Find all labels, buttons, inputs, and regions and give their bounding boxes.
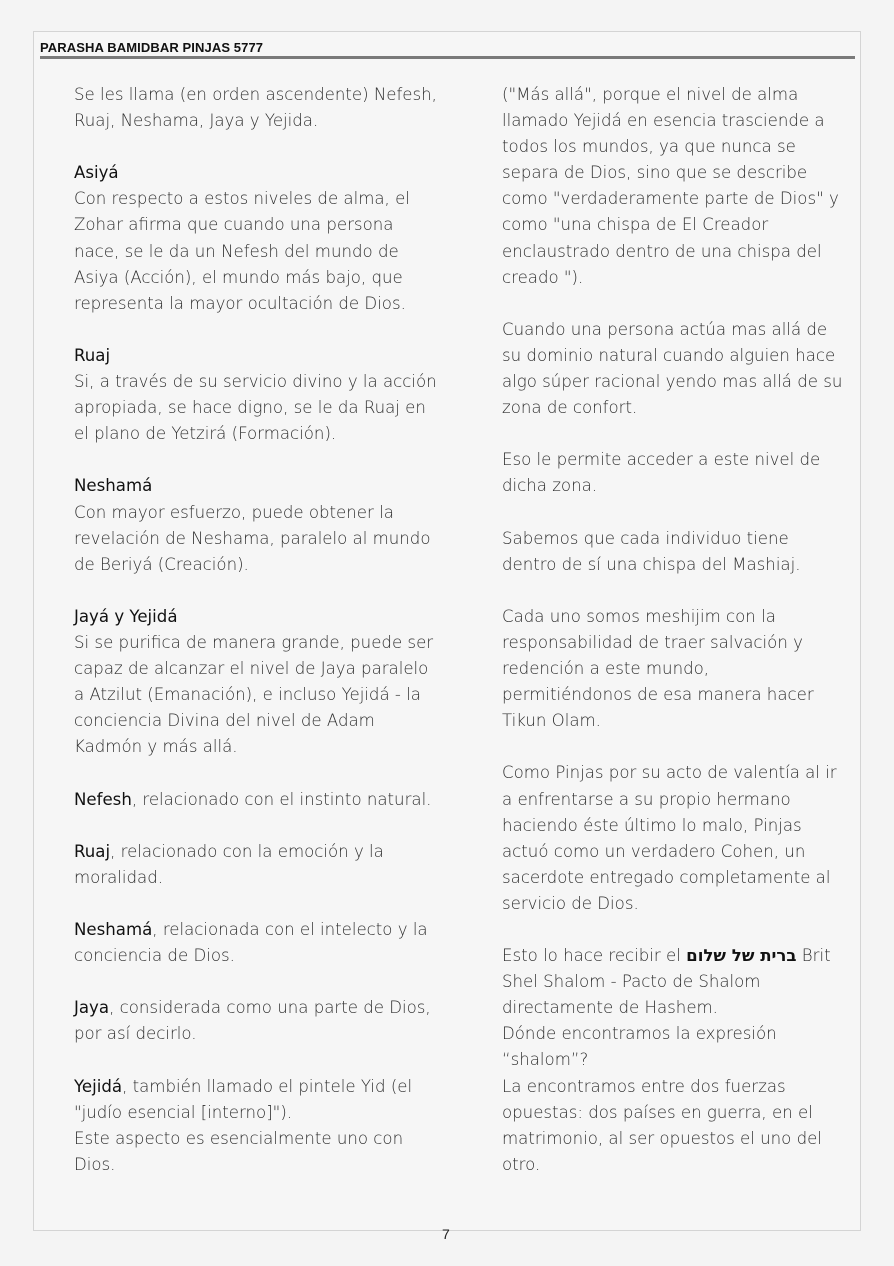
ruaj-section [74, 343, 444, 447]
text-line: creado "). [502, 267, 584, 287]
text-line: opuestas: dos países en guerra, en el [502, 1102, 813, 1122]
page-number: 7 [442, 1226, 450, 1242]
text-line: Si, a través de su servicio divino y la acción [74, 372, 437, 392]
text-line: Shel Shalom - Pacto de Shalom [502, 972, 761, 992]
text-line: su dominio natural cuando alguien hace [502, 345, 836, 365]
definition-text: , considerada como una parte de Dios, [109, 998, 431, 1018]
text-line: revelación de Neshama, paralelo al mundo [74, 528, 431, 548]
text-line [74, 917, 444, 943]
neshama-section [74, 473, 444, 577]
text-line: Se les llama (en orden ascendente) Nefesh, [74, 85, 437, 104]
section-heading-neshama: Neshamá [74, 476, 153, 496]
text-line: a Atzilut (Emanación), e incluso Yejidá - la [74, 685, 421, 705]
text-line: de Beriyá (Creación). [74, 554, 249, 574]
intro-paragraph [74, 82, 444, 134]
neshama-definition [74, 917, 444, 969]
text-line [74, 995, 444, 1021]
tail-text: Brit [796, 946, 831, 966]
text-line [74, 839, 444, 865]
text-line: a enfrentarse a su propio hermano [502, 789, 791, 809]
section-heading-jaya-yejida: Jayá y Yejidá [74, 606, 178, 626]
text-line: sacerdote entregado completamente al [502, 867, 831, 887]
text-line: conciencia Divina del nivel de Adam [74, 711, 375, 731]
text-line: ("Más allá", porque el nivel de alma [502, 85, 799, 104]
text-line: Sabemos que cada individuo tiene [502, 528, 789, 548]
text-line: dicha zona. [502, 476, 598, 496]
text-line: Tikun Olam. [502, 711, 601, 731]
text-line: Con mayor esfuerzo, puede obtener la [74, 502, 394, 522]
text-line: directamente de Hashem. [502, 998, 718, 1018]
definition-text: , relacionada con el intelecto y la [152, 920, 428, 939]
text-line: Este aspecto es esencialmente uno con [74, 1128, 404, 1148]
text-line: Cuando una persona actúa mas allá de [502, 319, 828, 339]
term-neshama: Neshamá [74, 920, 153, 939]
text-line [74, 1074, 444, 1100]
text-line: Dónde encontramos la expresión [502, 1024, 777, 1044]
hebrew-phrase: ברית של שלום [686, 946, 797, 966]
paragraph-cuando-persona [502, 317, 847, 421]
text-line [74, 787, 444, 813]
text-line: Asiya (Acción), el mundo más bajo, que [74, 267, 403, 287]
text-line: representa la mayor ocultación de Dios. [74, 293, 406, 313]
text-line: responsabilidad de traer salvación y [502, 632, 803, 652]
text-line: dentro de sí una chispa del Mashiaj. [502, 554, 801, 574]
text-line: por así decirlo. [74, 1024, 197, 1044]
text-line: capaz de alcanzar el nivel de Jaya paralelo [74, 659, 429, 679]
text-line: Como Pinjas por su acto de valentía al ir [502, 763, 837, 783]
text-line: matrimonio, al ser opuestos el uno del [502, 1128, 822, 1148]
text-line: "judío esencial [interno]"). [74, 1102, 293, 1122]
text-line: otro. [502, 1154, 541, 1174]
text-line: Cada uno somos meshijim con la [502, 606, 776, 626]
jaya-yejida-section [74, 604, 444, 761]
term-nefesh: Nefesh [74, 789, 132, 809]
text-line: haciendo éste último lo malo, Pinjas [502, 815, 802, 835]
paragraph-meshijim [502, 604, 847, 734]
text-line: Con respecto a estos niveles de alma, el [74, 189, 410, 209]
page-header [40, 39, 855, 61]
jaya-definition [74, 995, 444, 1047]
text-line: separa de Dios, sino que se describe [502, 163, 808, 183]
text-line: Ruaj, Neshama, Jaya y Yejida. [74, 111, 319, 131]
paragraph-pinjas [502, 760, 847, 917]
paragraph-mas-alla [502, 82, 847, 291]
yejida-definition [74, 1074, 444, 1178]
text-line: conciencia de Dios. [74, 946, 235, 966]
text-line: todos los mundos, ya que nunca se [502, 137, 796, 157]
text-line: Kadmón y más allá. [74, 737, 238, 757]
header-title: PARASHA BAMIDBAR PINJAS 5777 [40, 40, 264, 55]
text-line: zona de confort. [502, 398, 638, 418]
text-line: apropiada, se hace digno, se le da Ruaj en [74, 398, 426, 418]
text-line: Zohar afirma que cuando una persona [74, 215, 394, 235]
paragraph-brit-shalom [502, 943, 847, 1178]
text-line: servicio de Dios. [502, 893, 639, 913]
left-column [74, 82, 444, 1178]
text-line: Dios. [74, 1154, 116, 1174]
text-line: nace, se le da un Nefesh del mundo de [74, 241, 399, 261]
definition-text: , relacionado con la emoción y la [110, 841, 384, 861]
right-column [502, 82, 847, 1178]
term-jaya: Jaya [74, 998, 110, 1018]
section-heading-asiya: Asiyá [74, 163, 119, 183]
section-heading-ruaj: Ruaj [74, 345, 111, 365]
definition-text: , relacionado con el instinto natural. [131, 789, 432, 809]
text-line: La encontramos entre dos fuerzas [502, 1076, 786, 1096]
text-line: el plano de Yetzirá (Formación). [74, 424, 337, 444]
text-line: permitiéndonos de esa manera hacer [502, 685, 814, 705]
header-rule [40, 56, 855, 59]
text-line: algo súper racional yendo mas allá de su [502, 372, 843, 392]
text-line: “shalom”? [502, 1050, 589, 1070]
definition-text: , también llamado el pintele Yid (el [122, 1076, 413, 1096]
text-line: actuó como un verdadero Cohen, un [502, 841, 806, 861]
text-line: redención a este mundo, [502, 659, 710, 679]
text-line: llamado Yejidá en esencia trasciende a [502, 111, 825, 131]
ruaj-definition [74, 839, 444, 891]
text-line [502, 943, 847, 969]
lead-text: Esto lo hace recibir el [502, 946, 687, 966]
text-line: moralidad. [74, 867, 164, 887]
text-line: enclaustrado dentro de una chispa del [502, 241, 822, 261]
term-ruaj: Ruaj [74, 841, 111, 861]
nefesh-definition [74, 787, 444, 813]
asiya-section [74, 160, 444, 317]
text-line: Si se purifica de manera grande, puede ser [74, 632, 434, 652]
paragraph-eso-permite [502, 447, 847, 499]
text-line: Eso le permite acceder a este nivel de [502, 450, 821, 470]
text-line: como "una chispa de El Creador [502, 215, 769, 235]
paragraph-sabemos [502, 526, 847, 578]
term-yejida: Yejidá [74, 1076, 123, 1096]
text-line: como "verdaderamente parte de Dios" y [502, 189, 839, 209]
